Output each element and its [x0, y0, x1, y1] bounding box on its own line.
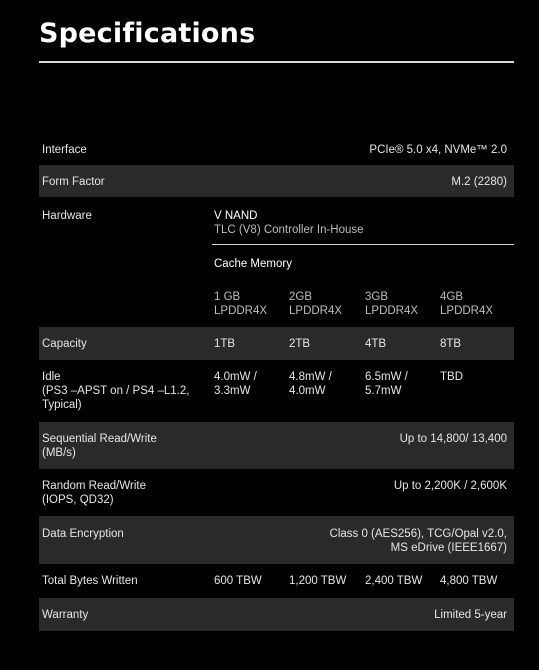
random-label: (IOPS, QD32) [42, 494, 114, 506]
tbw-value: 600 TBW [214, 575, 262, 587]
capacity-value: 4TB [365, 338, 387, 350]
cache-type: LPDDR4X [440, 305, 494, 317]
spec-row-warranty [39, 598, 514, 631]
idle-value: 4.8mW / [289, 371, 332, 383]
idle-label: Typical) [42, 399, 82, 411]
nand-type: V NAND [214, 210, 258, 222]
warranty-value: Limited 5-year [434, 609, 507, 621]
spec-row-idle [39, 360, 514, 422]
idle-value: 3.3mW [214, 385, 251, 397]
tbw-label: Total Bytes Written [42, 575, 138, 587]
cache-type: LPDDR4X [214, 305, 268, 317]
sequential-value: Up to 14,800/ 13,400 [399, 433, 507, 445]
controller-info: TLC (V8) Controller In-House [214, 224, 364, 236]
idle-value: TBD [440, 371, 463, 383]
cache-size: 4GB [440, 291, 464, 303]
tbw-value: 1,200 TBW [289, 575, 347, 587]
cache-type: LPDDR4X [289, 305, 343, 317]
capacity-value: 8TB [440, 338, 462, 350]
interface-label: Interface [42, 144, 87, 156]
idle-value: 4.0mW / [214, 371, 257, 383]
cache-size: 3GB [365, 291, 389, 303]
cache-size: 2GB [289, 291, 313, 303]
spec-row-interface [39, 135, 514, 165]
idle-value: 5.7mW [365, 385, 402, 397]
capacity-label: Capacity [42, 338, 87, 350]
page-title: Specifications [39, 18, 256, 49]
sequential-label: Sequential Read/Write [42, 433, 157, 445]
encryption-value: Class 0 (AES256), TCG/Opal v2.0, [329, 528, 507, 540]
form-factor-label: Form Factor [42, 176, 105, 188]
random-value: Up to 2,200K / 2,600K [393, 480, 507, 492]
hardware-divider [212, 244, 514, 245]
encryption-label: Data Encryption [42, 528, 124, 540]
idle-value: 4.0mW [289, 385, 326, 397]
hardware-label: Hardware [42, 210, 92, 222]
idle-value: 6.5mW / [365, 371, 408, 383]
spec-row-encryption [39, 516, 514, 564]
spec-row-capacity [39, 327, 514, 360]
encryption-value: MS eDrive (IEEE1667) [390, 542, 507, 554]
warranty-label: Warranty [42, 609, 89, 621]
title-divider [39, 61, 514, 63]
spec-row-hardware [39, 197, 514, 327]
idle-label: Idle [42, 371, 61, 383]
cache-size: 1 GB [214, 291, 241, 303]
cache-type: LPDDR4X [365, 305, 419, 317]
spec-row-tbw [39, 564, 514, 598]
interface-value: PCIe® 5.0 x4, NVMe™ 2.0 [369, 144, 507, 156]
form-factor-value: M.2 (2280) [451, 176, 507, 188]
spec-row-form-factor [39, 165, 514, 197]
random-label: Random Read/Write [42, 480, 146, 492]
sequential-label: (MB/s) [42, 447, 76, 459]
capacity-value: 1TB [214, 338, 236, 350]
spec-row-sequential [39, 422, 514, 469]
capacity-value: 2TB [289, 338, 311, 350]
idle-label: (PS3 –APST on / PS4 –L1.2, [42, 385, 190, 397]
cache-memory-heading: Cache Memory [214, 258, 292, 270]
tbw-value: 4,800 TBW [440, 575, 498, 587]
tbw-value: 2,400 TBW [365, 575, 423, 587]
spec-row-random [39, 469, 514, 516]
